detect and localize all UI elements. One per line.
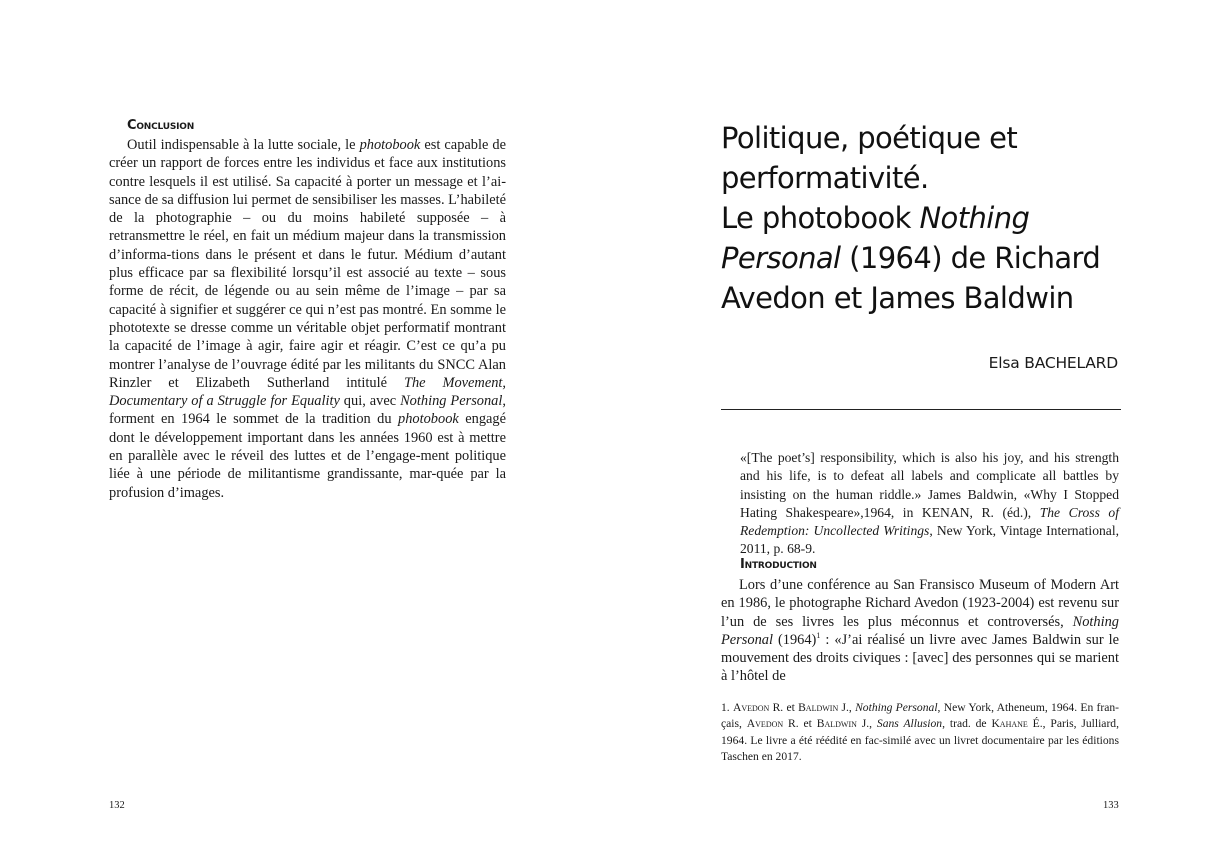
footnote-segment: R. et: [769, 701, 799, 714]
footnote-segment: R. et: [783, 717, 817, 731]
footnote-reference[interactable]: 1: [816, 631, 821, 641]
conclusion-italic-photobook: photobook: [359, 137, 421, 153]
article-title: [721, 118, 1121, 318]
conclusion-paragraph: [109, 136, 506, 502]
conclusion-heading: Conclusion: [127, 118, 195, 133]
title-divider: [721, 409, 1121, 410]
right-page: [613, 0, 1226, 865]
epigraph-segment: «[The poet’s] responsibility, which is also his joy, and his strength and his life, is to defeat all labels and complicate all battles by insisting on the human riddle.» James Baldwin, «Why I Stopped Hating Shakespeare»,1964, in KENAN, R. (éd.),: [740, 450, 1119, 520]
title-line-1: Politique, poétique et performativité.: [721, 121, 1018, 195]
footnote-segment: , trad. de: [942, 717, 992, 731]
conclusion-text-segment: engagé dont le développement important dans les années 1960 est à mettre en parallèle avec le réveil des luttes et de l’engage-ment politique liée à une période de militantisme grandissante, mar-quée par la profusion d’images.: [109, 411, 506, 501]
conclusion-italic-the-movement: The Movement, Documentary of a Struggle for Equality: [109, 374, 506, 410]
footnote-author-smallcaps: Avedon: [732, 701, 770, 714]
title-segment: (1964) de Richard Avedon et James Baldwin: [721, 241, 1101, 315]
epigraph-segment: , New York, Vintage International, 2011, p. 68-9.: [740, 523, 1119, 557]
introduction-heading: Introduction: [740, 557, 817, 572]
footnote-author-smallcaps: Kahane: [991, 717, 1028, 731]
intro-text-segment: Lors d’une conférence au San Fransisco Museum of Modern Art en 1986, le photographe Richard Avedon (1923-2004) est revenu sur l’un de ses livres les plus méconnus et controversés,: [721, 577, 1119, 630]
footnote-author-smallcaps: Avedon: [746, 717, 784, 731]
conclusion-italic-nothing-personal: Nothing Personal: [400, 393, 503, 410]
conclusion-text-segment: , forment en 1964 le sommet de la tradition du: [109, 393, 506, 428]
introduction-paragraph: [721, 576, 1119, 686]
footnote-segment: J.,: [856, 717, 877, 731]
footnote: [721, 700, 1119, 766]
footnote-segment: É., Paris, Julliard, 1964. Le livre a été réédité en fac-similé avec un livret documentaire par les éditions Taschen en 2017.: [721, 717, 1120, 764]
page-number-left: 132: [109, 800, 125, 811]
footnote-author-smallcaps: Baldwin: [816, 717, 857, 731]
footnote-italic-title: Nothing Personal: [855, 701, 938, 714]
page-number-right: 133: [1103, 800, 1119, 811]
title-italic-nothing-personal: Nothing Personal: [721, 201, 1030, 275]
footnote-author-smallcaps: Baldwin: [798, 701, 839, 714]
intro-italic-nothing-personal: Nothing Personal: [721, 613, 1119, 648]
conclusion-italic-photobook: photobook: [398, 411, 459, 428]
intro-text-segment: : «J’ai réalisé un livre avec James Baldwin sur le mouvement des droits civiques : [avec] des personnes qui se marient à l’hôtel de: [721, 631, 1120, 685]
footnote-italic-title: Sans Allusion: [876, 717, 943, 731]
author-name: Elsa BACHELARD: [988, 354, 1118, 372]
conclusion-text-segment: qui, avec: [339, 393, 401, 410]
conclusion-text-segment: est capable de créer un rapport de forces entre les individus et face aux institutions contre lesquels il est utilisé. Sa capacité à porter un message et l’ai-sance de sa diffusion lui permet de sensibiliser les masses. L’habileté de la photographie – ou du moins habileté supposée – à retransmettre le réel, en fait un médium majeur dans la transmission d’informa-tions dans le présent et dans le futur. Médium d’autant plus efficace par sa flexibilité lorsqu’il est associé au texte – sous forme de récit, de légende ou au sein même de l’image – par sa capacité à signifier et suggérer ce qui n’est pas montré. En somme le phototexte se dresse comme un véritable objet performatif montrant la capacité de l’image à agir, faire agir et réagir. C’est ce qu’a pu montrer l’analyse de l’ouvrage édité par les militants du SNCC Alan Rinzler et Elizabeth Sutherland intitulé: [109, 137, 506, 391]
conclusion-text-segment: Outil indispensable à la lutte sociale, le: [127, 137, 360, 153]
footnote-segment: 1.: [721, 701, 733, 714]
intro-text-segment: (1964): [772, 631, 817, 648]
epigraph-italic-title: The Cross of Redemption: Uncollected Writings: [740, 504, 1119, 539]
footnote-segment: , New York, Atheneum, 1964. En fran-çais,: [721, 701, 1120, 731]
title-segment: Le photobook: [721, 201, 920, 235]
footnote-segment: J.,: [838, 701, 856, 714]
epigraph: [740, 449, 1119, 559]
